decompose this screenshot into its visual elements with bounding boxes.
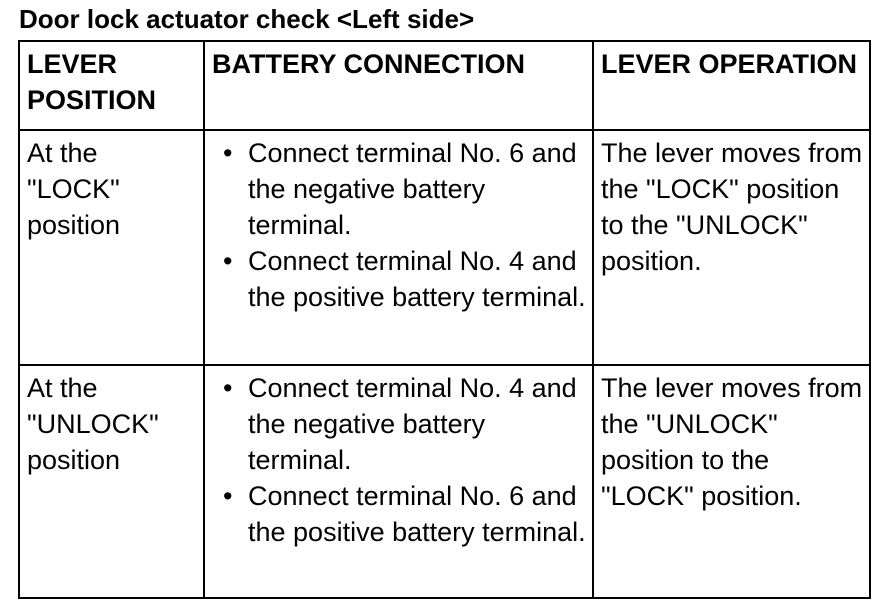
lever-operation-text: The lever moves from the "UNLOCK" position to the "LOCK" position. <box>601 373 863 511</box>
battery-connection-cell <box>204 365 593 598</box>
bullet-icon: • <box>223 246 233 276</box>
table-row <box>19 130 870 365</box>
bullet-icon: • <box>223 138 233 168</box>
battery-connection-steps <box>212 135 586 315</box>
lever-operation-text: The lever moves from the "LOCK" position to the "UNLOCK" position. <box>601 138 863 276</box>
lever-position-cell <box>19 130 204 365</box>
column-header-lever-position: LEVER POSITION <box>19 41 204 130</box>
door-lock-check-table <box>18 40 871 599</box>
battery-connection-steps <box>212 370 586 550</box>
table-row <box>19 365 870 598</box>
page-title: Door lock actuator check <Left side> <box>19 4 475 34</box>
column-header-lever-operation: LEVER OPERATION <box>593 41 870 130</box>
lever-position-text: At the "LOCK" position <box>27 138 121 240</box>
list-item <box>212 478 586 550</box>
lever-operation-cell <box>593 365 870 598</box>
lever-position-text: At the "UNLOCK" position <box>27 373 159 475</box>
bullet-icon: • <box>223 481 233 511</box>
list-item <box>212 370 586 478</box>
step-text: Connect terminal No. 6 and the positive battery terminal. <box>248 481 586 547</box>
step-text: Connect terminal No. 4 and the negative battery terminal. <box>248 373 577 475</box>
lever-position-cell <box>19 365 204 598</box>
list-item <box>212 135 586 243</box>
column-header-battery-connection: BATTERY CONNECTION <box>204 41 593 130</box>
step-text: Connect terminal No. 6 and the negative battery terminal. <box>248 138 577 240</box>
list-item <box>212 243 586 315</box>
bullet-icon: • <box>223 373 233 403</box>
lever-operation-cell <box>593 130 870 365</box>
battery-connection-cell <box>204 130 593 365</box>
table-header-row <box>19 41 870 130</box>
step-text: Connect terminal No. 4 and the positive battery terminal. <box>248 246 586 312</box>
